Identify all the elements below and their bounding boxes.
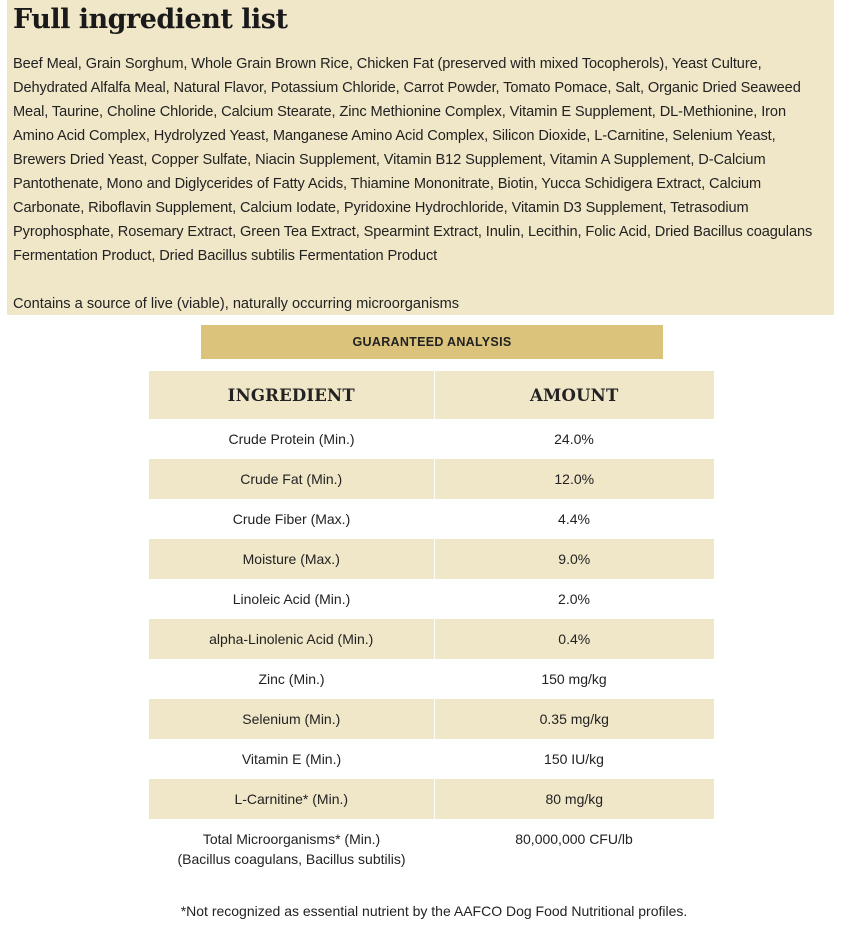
- column-header-amount: AMOUNT: [434, 371, 714, 419]
- ingredient-list-panel: [7, 0, 834, 315]
- column-header-ingredient: INGREDIENT: [149, 371, 434, 419]
- table-row: [149, 619, 714, 659]
- table-row: [149, 459, 714, 499]
- row-amount: 0.4%: [434, 619, 714, 659]
- row-amount: 0.35 mg/kg: [434, 699, 714, 739]
- row-ingredient: Moisture (Max.): [149, 539, 434, 579]
- row-amount: 80 mg/kg: [434, 779, 714, 819]
- guaranteed-analysis-header: GUARANTEED ANALYSIS: [201, 325, 663, 359]
- table-row: [149, 579, 714, 619]
- row-ingredient: L-Carnitine* (Min.): [149, 779, 434, 819]
- row-ingredient: Zinc (Min.): [258, 671, 325, 687]
- row-amount: 4.4%: [558, 511, 590, 527]
- table-header-row: [149, 371, 714, 419]
- ingredient-list-text: Beef Meal, Grain Sorghum, Whole Grain Brown Rice, Chicken Fat (preserved with mixed Tocopherols), Yeast Culture, Dehydrated Alfalfa Meal, Natural Flavor, Potassium Chloride, Carrot Powder, Tomato Pomace, Salt, Organic Dried Seaweed Meal, Taurine, Choline Chloride, Calcium Stearate, Zinc Methionine Complex, Vitamin E Supplement, DL-Methionine, Iron Amino Acid Complex, Hydrolyzed Yeast, Manganese Amino Acid Complex, Silicon Dioxide, L-Carnitine, Selenium Yeast, Brewers Dried Yeast, Copper Sulfate, Niacin Supplement, Vitamin B12 Supplement, Vitamin A Supplement, D-Calcium Pantothenate, Mono and Diglycerides of Fatty Acids, Thiamine Mononitrate, Biotin, Yucca Schidigera Extract, Calcium Carbonate, Riboflavin Supplement, Calcium Iodate, Pyridoxine Hydrochloride, Vitamin D3 Supplement, Tetrasodium Pyrophosphate, Rosemary Extract, Green Tea Extract, Spearmint Extract, Inulin, Lecithin, Folic Acid, Dried Bacillus coagulans Fermentation Product, Dried Bacillus subtilis Fermentation Product: [13, 56, 813, 264]
- table-row: [149, 419, 714, 459]
- row-ingredient: [149, 819, 434, 887]
- row-amount: 150 IU/kg: [544, 751, 604, 767]
- row-ingredient-name: Total Microorganisms* (Min.): [202, 831, 381, 847]
- row-ingredient-subtext: (Bacillus coagulans, Bacillus subtilis): [177, 851, 406, 867]
- row-ingredient: alpha-Linolenic Acid (Min.): [149, 619, 434, 659]
- aafco-footnote: *Not recognized as essential nutrient by the AAFCO Dog Food Nutritional profiles.: [180, 903, 688, 919]
- row-ingredient: Selenium (Min.): [149, 699, 434, 739]
- table-row: [149, 779, 714, 819]
- ingredient-list-title: Full ingredient list: [13, 4, 288, 35]
- row-amount: 150 mg/kg: [541, 671, 607, 687]
- table-row: [149, 659, 714, 699]
- row-ingredient: Crude Fiber (Max.): [232, 511, 351, 527]
- row-ingredient: Crude Protein (Min.): [228, 431, 355, 447]
- table-row: [149, 739, 714, 779]
- table-row: [149, 499, 714, 539]
- row-ingredient: Crude Fat (Min.): [149, 459, 434, 499]
- row-amount: 24.0%: [554, 431, 594, 447]
- row-ingredient: Vitamin E (Min.): [241, 751, 342, 767]
- microorganism-note: Contains a source of live (viable), naturally occurring microorganisms: [13, 296, 460, 312]
- row-amount: 9.0%: [434, 539, 714, 579]
- table-row: [149, 539, 714, 579]
- row-amount: 80,000,000 CFU/lb: [515, 831, 633, 847]
- table-row: [149, 699, 714, 739]
- row-amount: 12.0%: [434, 459, 714, 499]
- row-ingredient: Linoleic Acid (Min.): [232, 591, 351, 607]
- guaranteed-analysis-table: [149, 371, 714, 887]
- row-amount: 2.0%: [558, 591, 590, 607]
- table-row: [149, 819, 714, 887]
